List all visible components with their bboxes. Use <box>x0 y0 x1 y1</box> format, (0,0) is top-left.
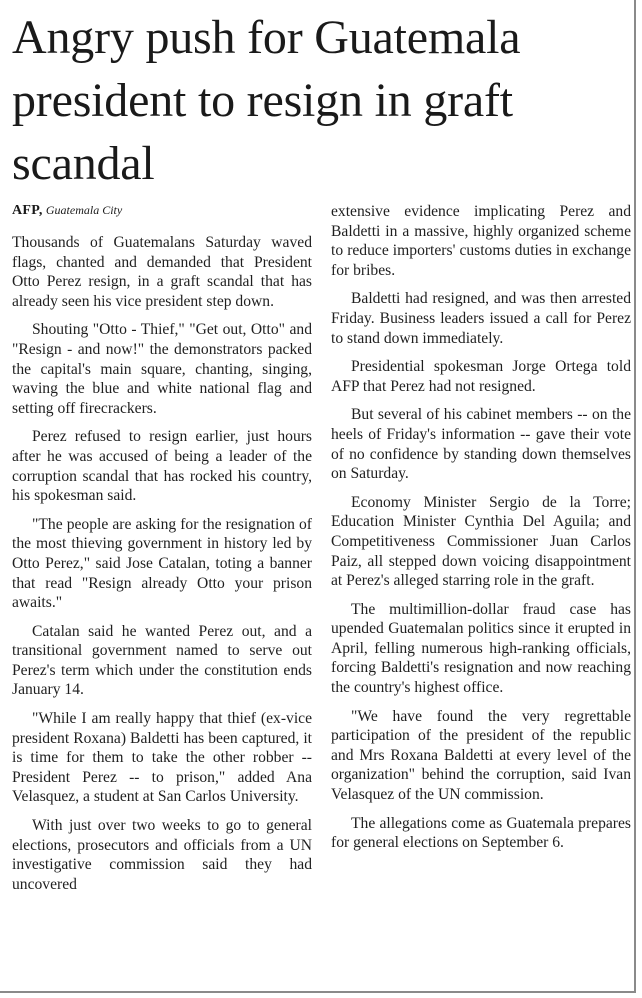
headline: Angry push for Guatemala president to resign in graft scandal <box>12 11 521 190</box>
paragraph: The allegations come as Guatemala prepares for general elections on September 6. <box>331 814 631 852</box>
paragraph: Perez refused to resign earlier, just hours after he was accused of being a leader of the corruption scandal that has rocked his country, his spokesman said. <box>12 428 312 505</box>
article-column-left <box>12 233 312 903</box>
paragraph: "The people are asking for the resignation of the most thieving government in history led by Otto Perez," said Jose Catalan, toting a banner that read "Resign already Otto your prison awaits." <box>12 515 312 612</box>
article-column-right <box>331 202 631 862</box>
paragraph: Thousands of Guatemalans Saturday waved flags, chanted and demanded that President Otto Perez resign, in a graft scandal that has already seen his vice president step down. <box>12 234 312 310</box>
paragraph: But several of his cabinet members -- on the heels of Friday's information -- gave their vote of no confidence by standing down themselves on Saturday. <box>331 406 631 483</box>
paragraph: Catalan said he wanted Perez out, and a transitional government named to serve out Perez's term which under the constitution ends January 14. <box>12 622 312 699</box>
paragraph: "While I am really happy that thief (ex-vice president Roxana) Baldetti has been captured, it is time for them to take the other robber -- President Perez -- to prison," added Ana Velasquez, a student at San Carlos University. <box>12 710 312 806</box>
paragraph: Economy Minister Sergio de la Torre; Education Minister Cynthia Del Aguila; and Competitiveness Commissioner Juan Carlos Paiz, all stepped down voicing disappointment at Perez's alleged starring role in the graft. <box>331 493 631 590</box>
byline-agency: AFP, <box>12 203 43 218</box>
paragraph: Shouting "Otto - Thief," "Get out, Otto" and "Resign - and now!" the demonstrators packed the capital's main square, chanting, singing, waving the blue and white national flag and setting off firecrackers. <box>12 321 312 417</box>
paragraph: "We have found the very regrettable participation of the president of the republic and Mrs Roxana Baldetti at every level of the organization" behind the corruption, said Ivan Velasquez of the UN commission. <box>331 707 631 804</box>
byline <box>12 202 122 219</box>
paragraph: Baldetti had resigned, and was then arrested Friday. Business leaders issued a call for Perez to stand down immediately. <box>331 290 631 347</box>
paragraph: Presidential spokesman Jorge Ortega told AFP that Perez had not resigned. <box>331 358 631 395</box>
paragraph-continued: extensive evidence implicating Perez and Baldetti in a massive, highly organized scheme to reduce importers' customs duties in exchange for bribes. <box>331 203 631 279</box>
byline-city: Guatemala City <box>45 203 123 217</box>
paragraph: The multimillion-dollar fraud case has upended Guatemalan politics since it erupted in April, felling numerous high-ranking officials, forcing Baldetti's resignation and now reaching the country's highest office. <box>331 600 631 697</box>
paragraph: With just over two weeks to go to general elections, prosecutors and officials from a UN investigative commission said they had uncovered <box>12 817 312 893</box>
